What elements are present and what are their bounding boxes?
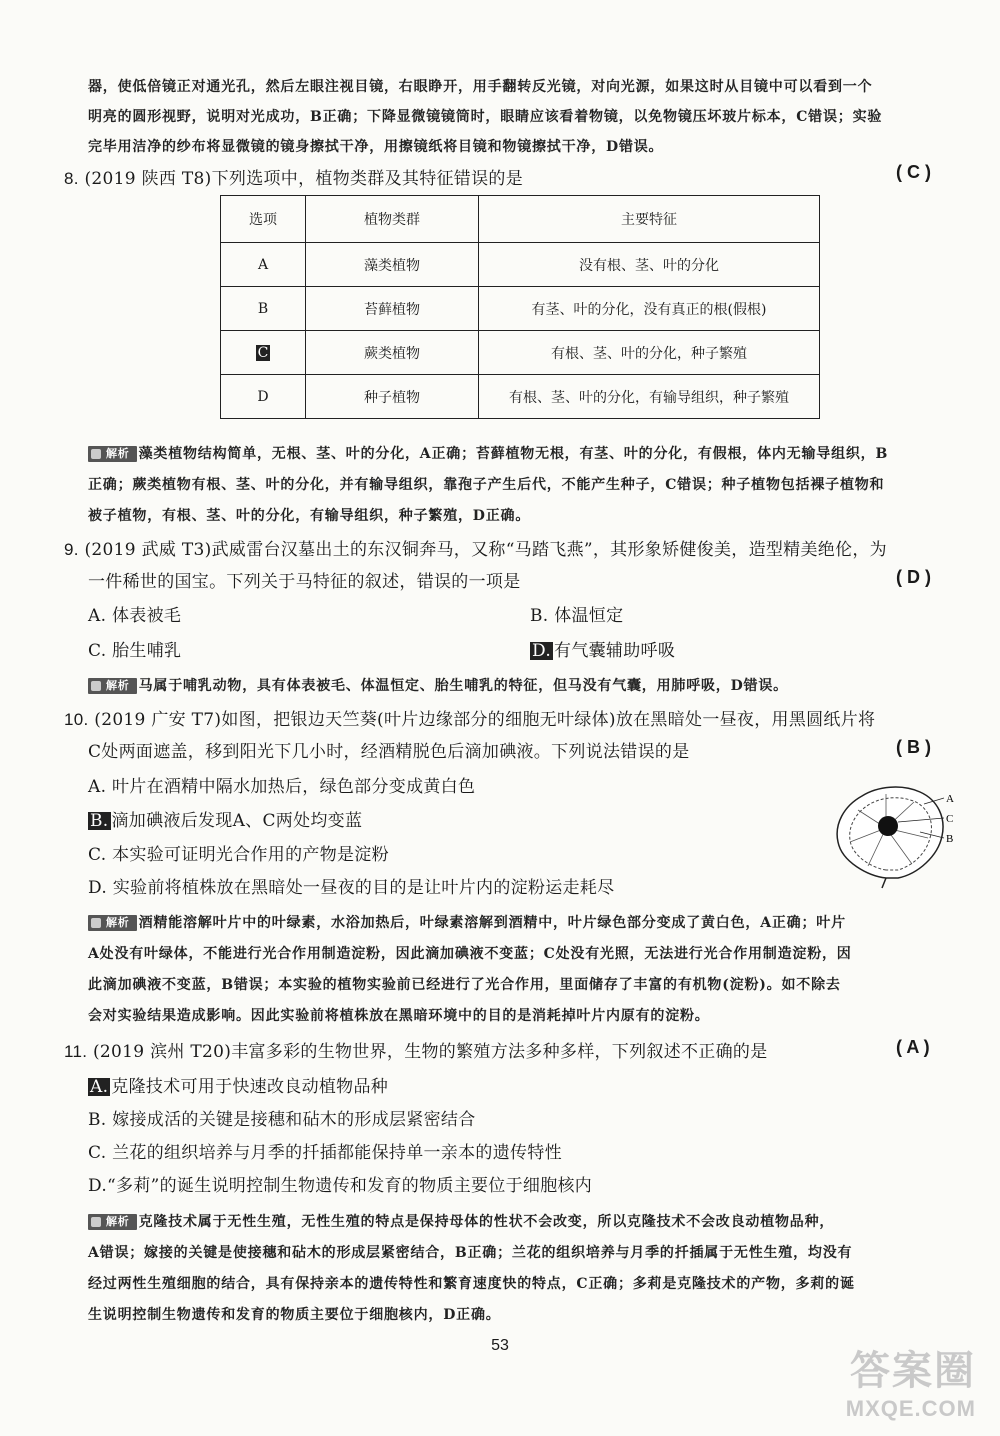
q8-stem (64, 164, 523, 189)
q11-answer: ( A ) (896, 1037, 930, 1057)
analysis-badge: 解析 (88, 446, 137, 462)
q8-number: 8. (64, 169, 79, 188)
q11-number: 11. (64, 1042, 88, 1061)
analysis-badge: 解析 (88, 1214, 137, 1230)
q11-option-d: D.“多莉”的诞生说明控制生物遗传和发育的物质主要位于细胞核内 (88, 1176, 593, 1196)
q11-stem (64, 1037, 768, 1062)
q9-option-d (530, 636, 675, 661)
q11-analysis-line: 经过两性生殖细胞的结合，具有保持亲本的遗传特性和繁育速度快的特点，C正确；多莉是克隆技术的产物，多莉的诞 (88, 1276, 855, 1292)
correct-answer-marker: B. (90, 811, 109, 831)
table-cell: 种子植物 (306, 375, 479, 419)
table-row (221, 375, 820, 419)
q10-option-b (88, 806, 362, 831)
q11-option-b: B. 嫁接成活的关键是接穗和砧木的形成层紧密结合 (88, 1110, 476, 1130)
q9-answer: ( D ) (896, 567, 931, 587)
figure-label-b: B (946, 833, 954, 845)
figure-label-c: C (946, 813, 954, 825)
table-cell: 苔藓植物 (306, 287, 479, 331)
q11-option-c: C. 兰花的组织培养与月季的扦插都能保持单一亲本的遗传特性 (88, 1143, 562, 1163)
q10-analysis-line (88, 912, 846, 932)
q9-option-a: A. 体表被毛 (88, 606, 182, 626)
table-header-row (221, 196, 820, 243)
q11-analysis-line: A错误；嫁接的关键是使接穗和砧木的形成层紧密结合，B正确；兰花的组织培养与月季的扦插属于无性生殖，均没有 (88, 1245, 853, 1261)
q10-option-d: D. 实验前将植株放在黑暗处一昼夜的目的是让叶片内的淀粉运走耗尽 (88, 878, 615, 898)
q9-stem (64, 535, 887, 560)
page-number: 53 (491, 1337, 509, 1354)
q9-option-c: C. 胎生哺乳 (88, 641, 182, 661)
q8-analysis-line: 正确；蕨类植物有根、茎、叶的分化，并有输导组织，靠孢子产生后代，不能产生种子，C错误；种子植物包括裸子植物和 (88, 477, 885, 493)
table-row (221, 331, 820, 375)
table-cell: 蕨类植物 (306, 331, 479, 375)
analysis-line: 明亮的圆形视野，说明对光成功，B正确；下降显微镜镜筒时，眼睛应该看着物镜，以免物镜压坏玻片标本，C错误；实验 (88, 109, 883, 125)
watermark-url: MXQE.COM (845, 1396, 976, 1421)
analysis-text: 马属于哺乳动物，具有体表被毛、体温恒定、胎生哺乳的特征，但马没有气囊，用肺呼吸，D错误。 (138, 678, 788, 694)
option-text: 有气囊辅助呼吸 (554, 641, 676, 661)
watermark-main: 答案圈 (850, 1349, 976, 1393)
q10-analysis-line: 会对实验结果造成影响。因此实验前将植株放在黑暗环境中的目的是消耗掉叶片内原有的淀粉。 (88, 1008, 710, 1024)
q9-analysis-line (88, 675, 788, 695)
table-header: 主要特征 (479, 196, 820, 243)
q10-stem (64, 705, 875, 730)
q10-answer: ( B ) (896, 737, 931, 757)
analysis-badge: 解析 (88, 915, 137, 931)
analysis-line: 完毕用洁净的纱布将显微镜的镜身擦拭干净，用擦镜纸将目镜和物镜擦拭干净，D错误。 (88, 139, 664, 155)
analysis-text: 藻类植物结构简单，无根、茎、叶的分化，A正确；苔藓植物无根，有茎、叶的分化，有假根，体内无输导组织，B (138, 446, 889, 462)
q11-analysis-line: 生说明控制生物遗传和发育的物质主要位于细胞核内，D正确。 (88, 1307, 501, 1323)
black-paper-disc (878, 816, 898, 836)
table-row (221, 287, 820, 331)
table-cell: D (221, 375, 306, 419)
correct-answer-marker: A. (90, 1077, 109, 1097)
table-row (221, 243, 820, 287)
table-header: 植物类群 (306, 196, 479, 243)
q11-analysis-line (88, 1211, 834, 1231)
leaf-figure (828, 780, 968, 890)
table-cell: 藻类植物 (306, 243, 479, 287)
table-cell: A (221, 243, 306, 287)
analysis-text: 酒精能溶解叶片中的叶绿素，水浴加热后，叶绿素溶解到酒精中，叶片绿色部分变成了黄白色，A正确；叶片 (138, 915, 846, 931)
q10-analysis-line: 此滴加碘液不变蓝，B错误；本实验的植物实验前已经进行了光合作用，里面储存了丰富的有机物(淀粉)。如不除去 (88, 977, 841, 993)
analysis-badge: 解析 (88, 678, 137, 694)
analysis-line: 器，使低倍镜正对通光孔，然后左眼注视目镜，右眼睁开，用手翻转反光镜，对向光源，如果这时从目镜中可以看到一个 (88, 79, 873, 95)
q9-stem-line2: 一件稀世的国宝。下列关于马特征的叙述，错误的一项是 (88, 572, 521, 592)
q9-option-b: B. 体温恒定 (530, 606, 624, 626)
q8-table (220, 195, 820, 419)
q11-option-a (88, 1072, 388, 1097)
table-cell: B (221, 287, 306, 331)
q8-answer: ( C ) (896, 162, 931, 182)
table-cell: 没有根、茎、叶的分化 (479, 243, 820, 287)
table-cell: 有根、茎、叶的分化，有输导组织，种子繁殖 (479, 375, 820, 419)
q10-stem-text: (2019 广安 T7)如图，把银边天竺葵(叶片边缘部分的细胞无叶绿体)放在黑暗处一昼夜，用黑圆纸片将 (94, 710, 876, 730)
table-cell (221, 331, 306, 375)
option-text: 滴加碘液后发现A、C两处均变蓝 (111, 811, 363, 831)
q9-stem-text: (2019 武威 T3)武威雷台汉墓出土的东汉铜奔马，又称“马踏飞燕”，其形象矫健俊美，造型精美绝伦，为 (84, 540, 887, 560)
leaf-stem (882, 878, 886, 888)
q10-analysis-line: A处没有叶绿体，不能进行光合作用制造淀粉，因此滴加碘液不变蓝；C处没有光照，无法进行光合作用制造淀粉，因 (88, 946, 852, 962)
watermark (846, 1339, 976, 1422)
q10-stem-line2: C处两面遮盖，移到阳光下几小时，经酒精脱色后滴加碘液。下列说法错误的是 (88, 742, 690, 762)
figure-label-a: A (946, 793, 954, 805)
q10-number: 10. (64, 710, 89, 729)
table-cell: 有茎、叶的分化，没有真正的根(假根) (479, 287, 820, 331)
table-cell: 有根、茎、叶的分化，种子繁殖 (479, 331, 820, 375)
analysis-text: 克隆技术属于无性生殖，无性生殖的特点是保持母体的性状不会改变，所以克隆技术不会改良动植物品种， (138, 1214, 835, 1230)
q8-analysis-line: 被子植物，有根、茎、叶的分化，有输导组织，种子繁殖，D正确。 (88, 508, 531, 524)
q8-analysis-line (88, 443, 888, 463)
q8-stem-text: (2019 陕西 T8)下列选项中，植物类群及其特征错误的是 (84, 169, 523, 189)
table-header: 选项 (221, 196, 306, 243)
correct-answer-marker: D. (532, 641, 552, 661)
q9-number: 9. (64, 540, 79, 559)
option-text: 克隆技术可用于快速改良动植物品种 (111, 1077, 389, 1097)
correct-answer-marker: C (257, 344, 269, 361)
q10-option-c: C. 本实验可证明光合作用的产物是淀粉 (88, 845, 389, 865)
q10-option-a: A. 叶片在酒精中隔水加热后，绿色部分变成黄白色 (88, 777, 476, 797)
q11-stem-text: (2019 滨州 T20)丰富多彩的生物世界，生物的繁殖方法多种多样，下列叙述不正确的是 (93, 1042, 768, 1062)
